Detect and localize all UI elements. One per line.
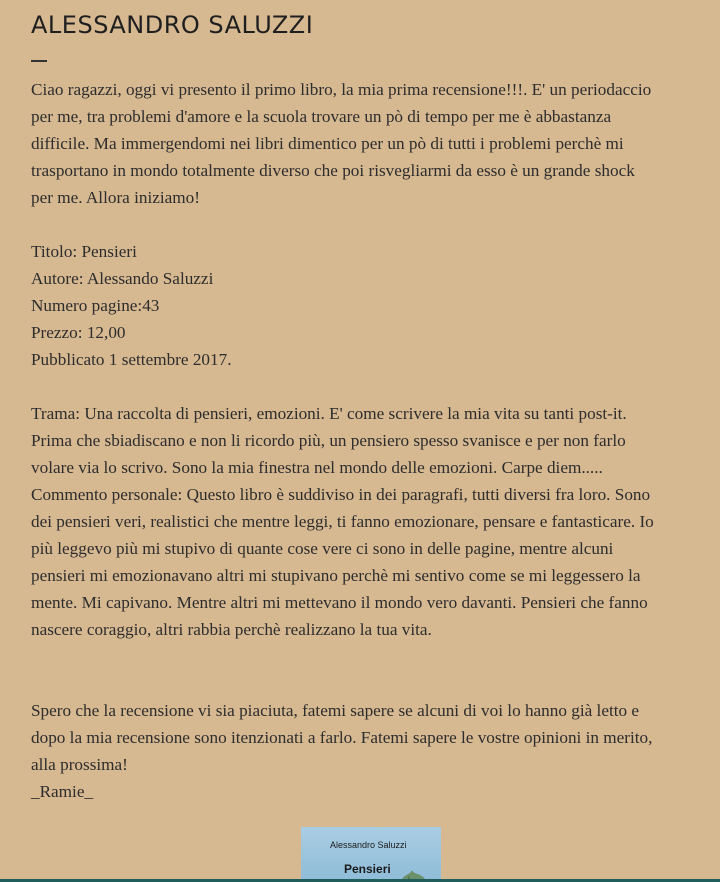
text-line: dopo la mia recensione sono itenzionati a farlo. Fatemi sapere le vostre opinioni in merito, [31,728,653,747]
cover-title: Pensieri [344,862,391,876]
closing-paragraph [31,697,711,805]
detail-author: Autore: Alessando Saluzzi [31,269,214,288]
detail-published: Pubblicato 1 settembre 2017. [31,350,232,369]
book-details [31,238,711,373]
text-line: trasportano in mondo totalmente diverso che poi risvegliarmi da esso è un grande shock [31,161,635,180]
post-body [31,76,711,805]
paragraph-gap [31,211,711,238]
text-line: volare via lo scrivo. Sono la mia finestra nel mondo delle emozioni. Carpe diem..... [31,458,603,477]
paragraph-gap [31,373,711,400]
detail-title: Titolo: Pensieri [31,242,137,261]
text-line: Trama: Una raccolta di pensieri, emozioni. E' come scrivere la mia vita su tanti post-it. [31,404,627,423]
text-line: dei pensieri veri, realistici che mentre leggi, ti fanno emozionare, pensare e fantasticare. Io [31,512,654,531]
text-line: Commento personale: Questo libro è suddiviso in dei paragrafi, tutti diversi fra loro. Sono [31,485,651,504]
detail-price: Prezzo: 12,00 [31,323,126,342]
text-line: più leggevo più mi stupivo di quante cose vere ci sono in delle pagine, mentre alcuni [31,539,614,558]
review-paragraph [31,400,711,643]
blog-post [31,0,711,805]
text-line: Prima che sbiadiscano e non li ricordo più, un pensiero spesso svanisce e per non farlo [31,431,626,450]
text-line: alla prossima! [31,755,128,774]
paragraph-gap [31,643,711,697]
post-title: ALESSANDRO SALUZZI [31,11,314,39]
text-line: pensieri mi emozionavano altri mi stupivano perchè mi sentivo come se mi leggessero la [31,566,641,585]
text-line: Ciao ragazzi, oggi vi presento il primo libro, la mia prima recensione!!!. E' un periodaccio [31,80,652,99]
title-divider [31,60,47,62]
cover-author: Alessandro Saluzzi [330,840,407,850]
text-line: mente. Mi capivano. Mentre altri mi mettevano il mondo vero davanti. Pensieri che fanno [31,593,648,612]
text-line: nascere coraggio, altri rabbia perchè realizzano la tua vita. [31,620,432,639]
intro-paragraph [31,76,711,211]
text-line: per me. Allora iniziamo! [31,188,200,207]
book-cover-image [301,827,441,882]
signature: _Ramie_ [31,782,94,801]
text-line: Spero che la recensione vi sia piaciuta, fatemi sapere se alcuni di voi lo hanno già letto e [31,701,640,720]
text-line: difficile. Ma immergendomi nei libri dimentico per un pò di tutti i problemi perchè mi [31,134,624,153]
text-line: per me, tra problemi d'amore e la scuola trovare un pò di tempo per me è abbastanza [31,107,612,126]
detail-pages: Numero pagine:43 [31,296,160,315]
